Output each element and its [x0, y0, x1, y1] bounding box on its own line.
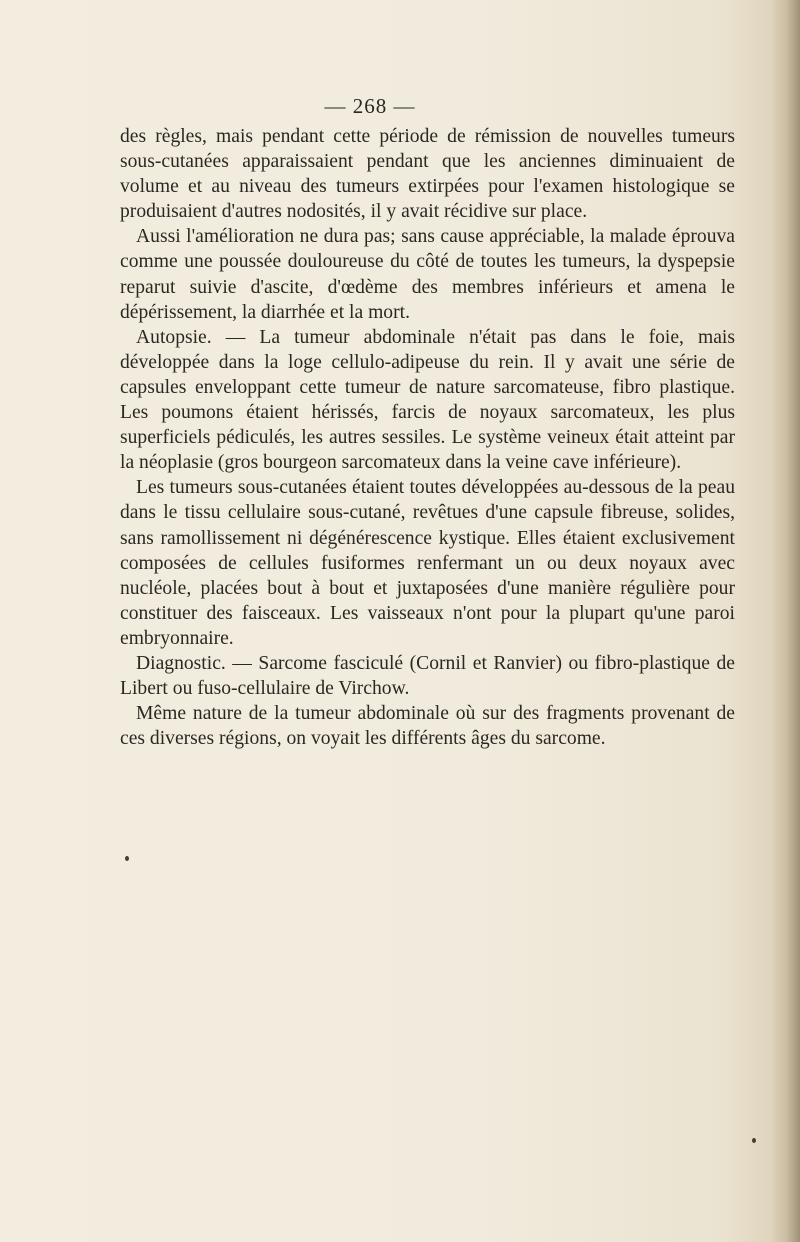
ink-speck	[125, 856, 129, 861]
paragraph-autopsy: Autopsie. — La tumeur abdominale n'était pas dans le foie, mais développée dans la loge cellulo-adipeuse du rein. Il y avait une série de capsules enveloppant cette tumeur de nature sarcomateuse, fibro plastique. Les poumons étaient hérissés, farcis de noyaux sarcomateux, les plus superficiels pédiculés, les autres sessiles. Le système veineux était atteint par la néoplasie (gros bourgeon sarcomateux dans la veine cave inférieure).	[120, 326, 735, 474]
body-text	[120, 124, 735, 751]
ink-speck	[752, 1138, 756, 1143]
paragraph-case-history: des règles, mais pendant cette période de rémission de nouvelles tumeurs sous-cutanées apparaissaient pendant que les anciennes diminuaient de volume et au niveau des tumeurs extirpées pour l'examen histologique se produisaient d'autres nodosités, il y avait récidive sur place.	[120, 126, 735, 223]
paragraph-diagnosis: Diagnostic. — Sarcome fasciculé (Cornil et Ranvier) ou fibro-plastique de Libert ou fuso-cellulaire de Virchow.	[120, 652, 735, 700]
page-number: — 268 —	[324, 94, 416, 118]
paragraph-conclusion: Même nature de la tumeur abdominale où sur des fragments provenant de ces diverses régions, on voyait les différents âges du sarcome.	[120, 703, 735, 750]
paragraph-decline: Aussi l'amélioration ne dura pas; sans cause appréciable, la malade éprouva comme une poussée douloureuse du côté de toutes les tumeurs, la dyspepsie reparut suivie d'ascite, d'œdème des membres inférieurs et amena le dépérissement, la diarrhée et la mort.	[120, 226, 735, 323]
paragraph-subcutaneous-tumors: Les tumeurs sous-cutanées étaient toutes développées au-dessous de la peau dans le tissu cellulaire sous-cutané, revêtues d'une capsule fibreuse, solides, sans ramollissement ni dégénérescence kystique. Elles étaient exclusivement composées de cellules fusiformes renfermant un ou deux noyaux avec nucléole, placées bout à bout et juxtaposées d'une manière régulière pour constituer des faisceaux. Les vaisseaux n'ont pour la plupart qu'une paroi embryonnaire.	[120, 477, 735, 649]
page-edge-shadow	[770, 0, 800, 1242]
